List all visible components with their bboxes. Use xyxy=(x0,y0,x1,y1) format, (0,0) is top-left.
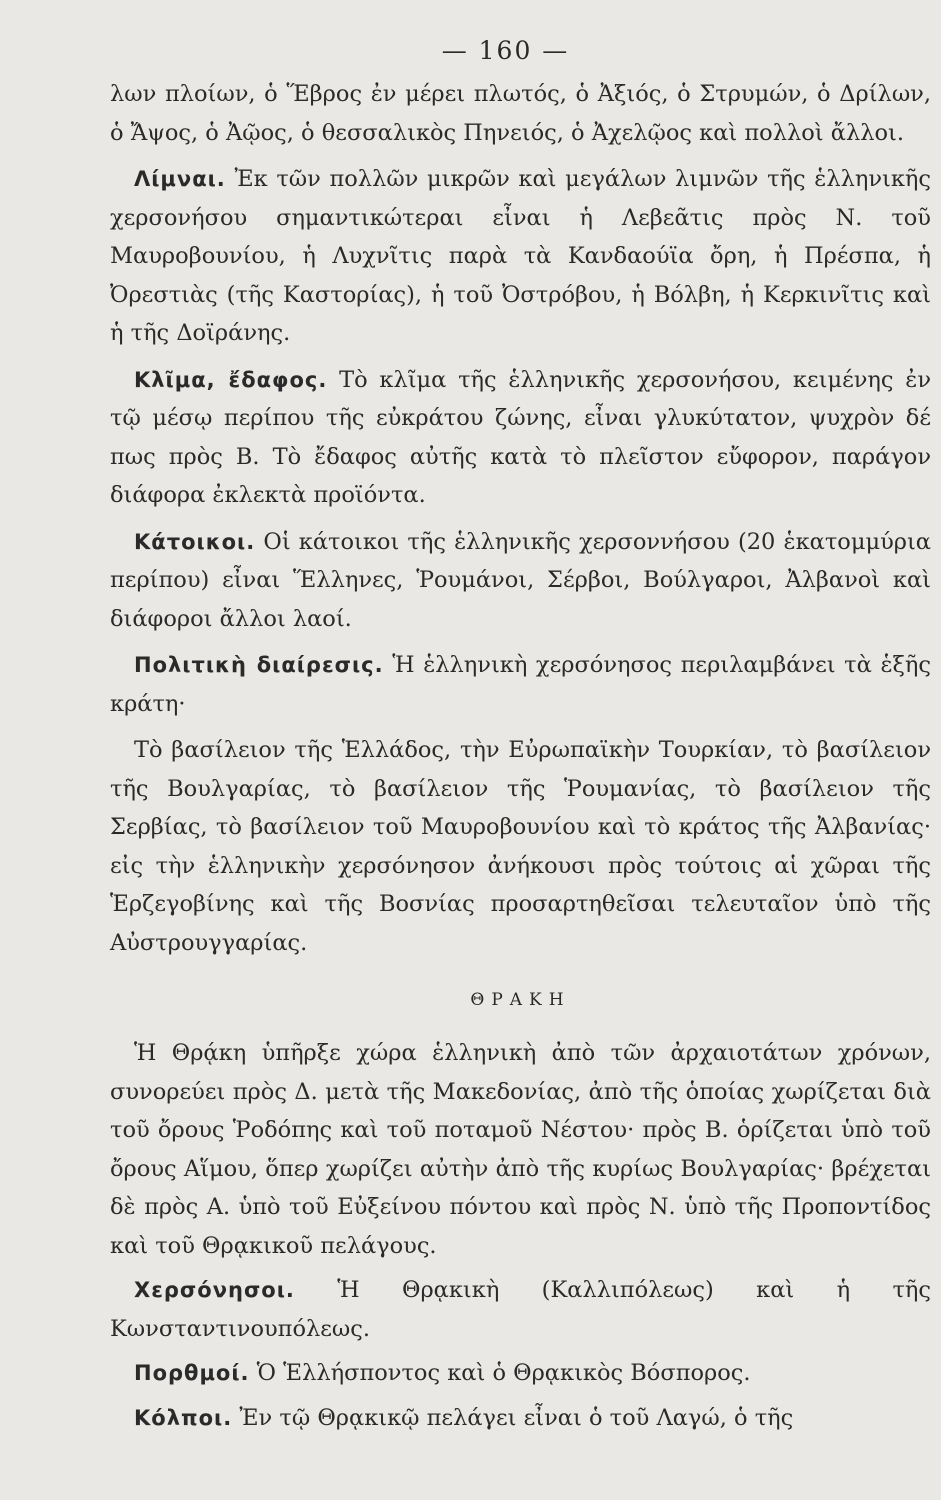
page-number: — 160 — xyxy=(441,36,570,65)
paragraph-politiki xyxy=(110,646,931,723)
heading-politiki: Πολιτικὴ διαίρεσις. xyxy=(134,653,384,677)
text-limnai: Ἐκ τῶν πολλῶν μικρῶν καὶ μεγάλων λιμνῶν τῆς ἑλληνικῆς χερσονήσου σημαντικώτεραι εἶναι ἡ Λεβεᾶτις πρὸς Ν. τοῦ Μαυροβουνίου, ἡ Λυχνῖτις παρὰ τὰ Κανδαούϊα ὄρη, ἡ Πρέσπα, ἡ Ὀρεστιὰς (τῆς Καστορίας), ἡ τοῦ Ὀστρόβου, ἡ Βόλβη, ἡ Κερκινῖτις καὶ ἡ τῆς Δοϊράνης. xyxy=(110,166,931,346)
text-porthmoi: Ὁ Ἑλλήσποντος καὶ ὁ Θρᾳκικὸς Βόσπορος. xyxy=(256,1360,751,1386)
text-katoikoi: Οἱ κάτοικοι τῆς ἑλληνικῆς χερσοννήσου (20 ἑκατομμύρια περίπου) εἶναι Ἕλληνες, Ῥουμάνοι, Σέρβοι, Βούλγαροι, Ἀλβανοὶ καὶ διάφοροι ἄλλοι λαοί. xyxy=(110,528,931,632)
paragraph-limnai xyxy=(110,160,931,353)
paragraph-thraki: Ἡ Θρᾴκη ὑπῆρξε χώρα ἑλληνικὴ ἀπὸ τῶν ἀρχαιοτάτων χρόνων, συνορεύει πρὸς Δ. μετὰ τῆς Μακεδονίας, ἀπὸ τῆς ὁποίας χωρίζεται διὰ τοῦ ὄρους Ῥοδόπης καὶ τοῦ ποταμοῦ Νέστου· πρὸς Β. ὁρίζεται ὑπὸ τοῦ ὄρους Αἵμου, ὅπερ χωρίζει αὐτὴν ἀπὸ τῆς κυρίως Βουλγαρίας· βρέχεται δὲ πρὸς Α. ὑπὸ τοῦ Εὐξείνου πόντου καὶ πρὸς Ν. ὑπὸ τῆς Προποντίδος καὶ τοῦ Θρᾳκικοῦ πελάγους. xyxy=(110,1040,931,1259)
paragraph-klima xyxy=(110,361,931,515)
heading-katoikoi: Κάτοικοι. xyxy=(134,529,256,554)
heading-porthmoi: Πορθμοί. xyxy=(134,1361,250,1385)
heading-kolpoi: Κόλποι. xyxy=(134,1405,233,1430)
text-chersonisoi: Ἡ Θρᾳκικὴ (Καλλιπόλεως) καὶ ἡ τῆς Κωνσταντινουπόλεως. xyxy=(110,1277,931,1342)
heading-limnai: Λίμναι. xyxy=(134,167,226,191)
heading-klima: Κλῖμα, ἔδαφος. xyxy=(134,367,328,392)
paragraph-rivers-continued: λων πλοίων, ὁ Ἕβρος ἐν μέρει πλωτός, ὁ Ἀξιός, ὁ Στρυμών, ὁ Δρίλων, ὁ Ἄψος, ὁ Ἀῷος, ὁ θεσσαλικὸς Πηνειός, ὁ Ἀχελῷος καὶ πολλοὶ ἄλλοι. xyxy=(110,81,931,146)
text-politiki: Ἡ ἑλληνικὴ χερσόνησος περιλαμβάνει τὰ ἑξῆς κράτη· xyxy=(110,652,931,717)
text-klima: Τὸ κλῖμα τῆς ἑλληνικῆς χερσονήσου, κειμένης ἐν τῷ μέσῳ περίπου τῆς εὐκράτου ζώνης, εἶναι γλυκύτατον, ψυχρὸν δέ πως πρὸς Β. Τὸ ἔδαφος αὐτῆς κατὰ τὸ πλεῖστον εὔφορον, παράγον διάφορα ἐκλεκτὰ προϊόντα. xyxy=(110,366,931,508)
paragraph-kolpoi xyxy=(110,1399,931,1438)
paragraph-porthmoi xyxy=(110,1354,931,1393)
heading-chersonisoi: Χερσόνησοι. xyxy=(134,1278,295,1302)
paragraph-chersonisoi xyxy=(110,1271,931,1348)
text-kolpoi: Ἐν τῷ Θρᾳκικῷ πελάγει εἶναι ὁ τοῦ Λαγώ, ὁ τῆς xyxy=(239,1404,794,1431)
paragraph-katoikoi xyxy=(110,523,931,639)
section-title-thraki: ΘΡΑΚΗ xyxy=(470,990,571,1010)
paragraph-states: Τὸ βασίλειον τῆς Ἑλλάδος, τὴν Εὐρωπαϊκὴν Τουρκίαν, τὸ βασίλειον τῆς Βουλγαρίας, τὸ βασίλειον τῆς Ῥουμανίας, τὸ βασίλειον τῆς Σερβίας, τὸ βασίλειον τοῦ Μαυροβουνίου καὶ τὸ κράτος τῆς Ἀλβανίας· εἰς τὴν ἑλληνικὴν χερσόνησον ἀνήκουσι πρὸς τούτοις αἱ χῶραι τῆς Ἑρζεγοβίνης καὶ τῆς Βοσνίας προσαρτηθεῖσαι τελευταῖον ὑπὸ τῆς Αὐστρουγγαρίας. xyxy=(110,737,931,956)
